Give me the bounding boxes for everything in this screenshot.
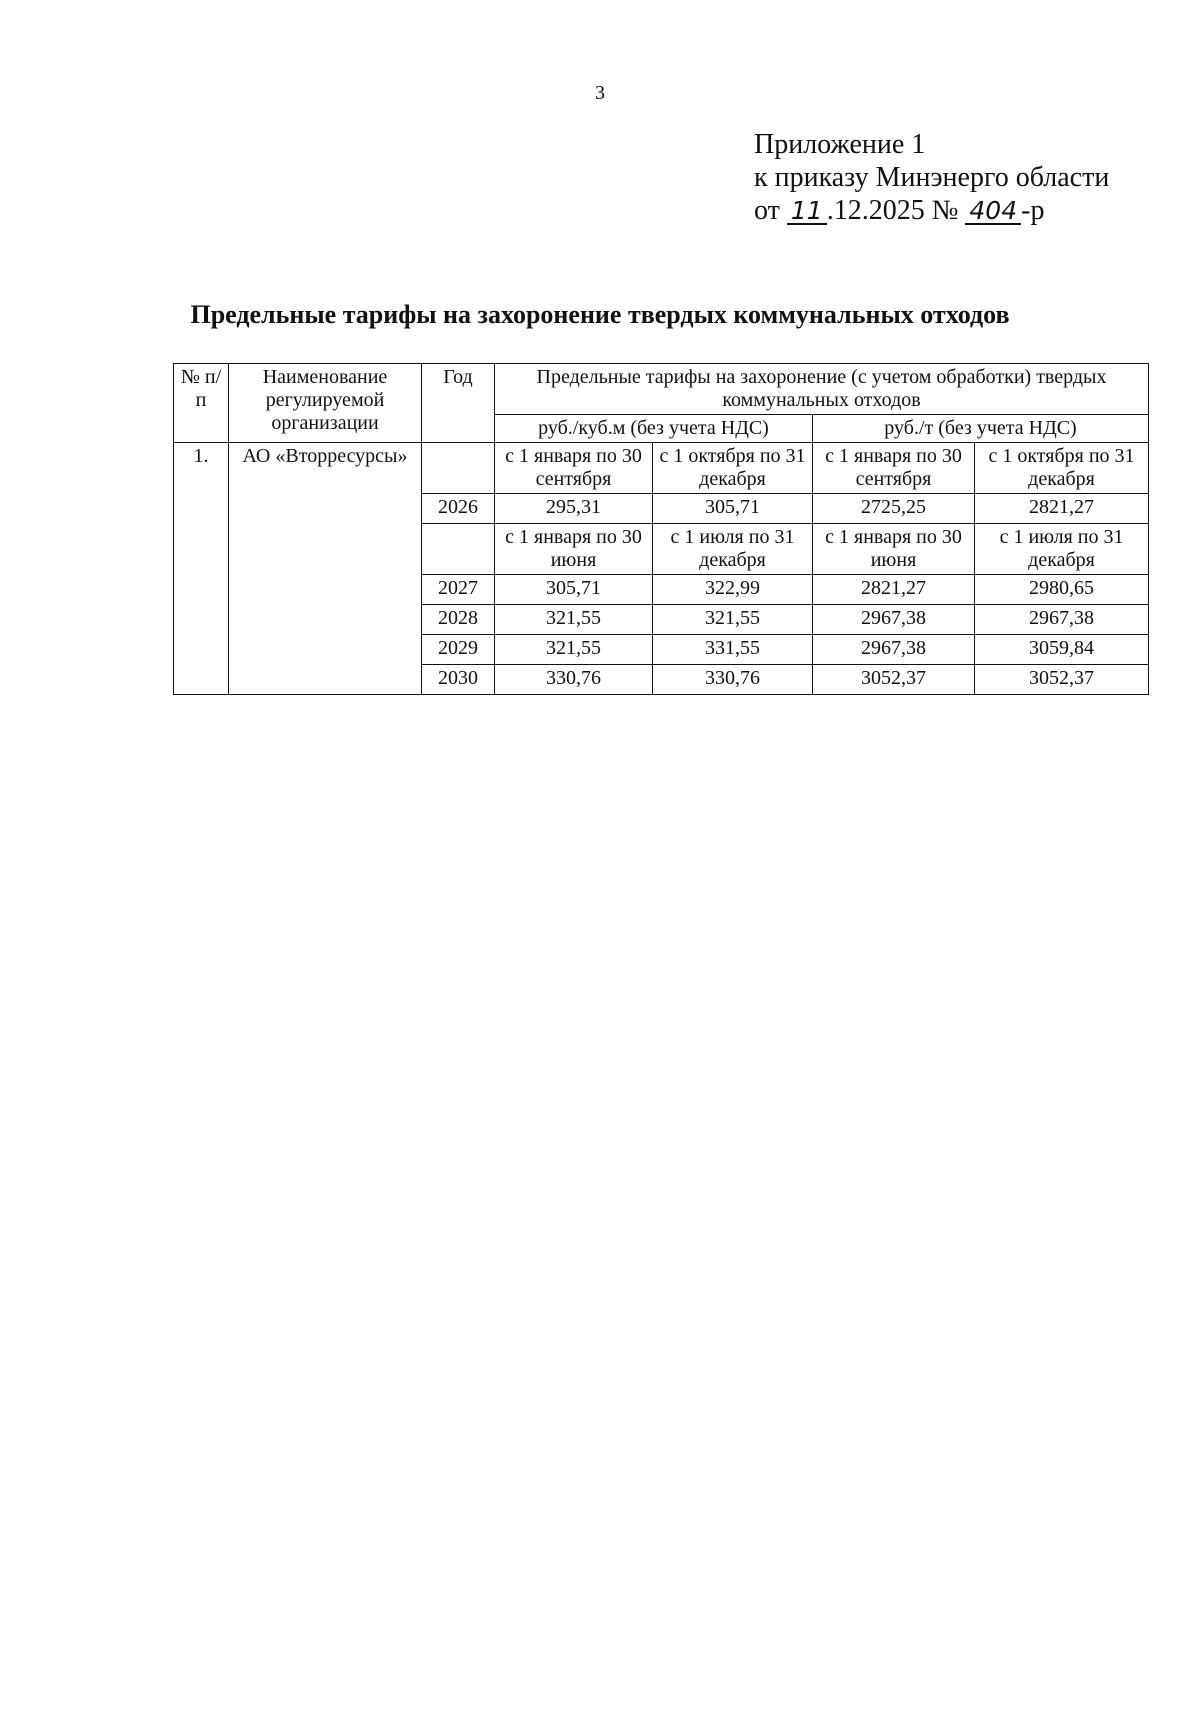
value-cell: 330,76 [495,665,653,695]
value-cell: 2967,38 [975,605,1149,635]
header-num: № п/п [174,364,229,443]
value-cell: 330,76 [653,665,813,695]
document-title: Предельные тарифы на захоронение твердых коммунальных отходов [190,300,1010,329]
value-cell: 321,55 [495,605,653,635]
organization-name: АО «Вторресурсы» [229,443,422,695]
value-cell: 2821,27 [813,575,975,605]
value-cell: 331,55 [653,635,813,665]
year-cell: 2028 [422,605,495,635]
header-org: Наименование регулируемой организации [229,364,422,443]
appendix-title: Приложение 1 [754,129,926,160]
value-cell: 321,55 [495,635,653,665]
appendix-order-reference: к приказу Минэнерго области [754,162,1110,193]
value-cell: 3059,84 [975,635,1149,665]
period-row-a [174,443,1149,494]
header-row-1 [174,364,1149,415]
header-unit-t: руб./т (без учета НДС) [813,415,1149,443]
period-cell: с 1 января по 30 сентября [813,443,975,494]
value-cell: 321,55 [653,605,813,635]
header-unit-m3: руб./куб.м (без учета НДС) [495,415,813,443]
period-cell: с 1 января по 30 июня [495,524,653,575]
period-cell: с 1 октября по 31 декабря [975,443,1149,494]
year-cell: 2030 [422,665,495,695]
tariffs-table [173,363,1149,695]
page-number: 3 [595,82,605,104]
value-cell: 2725,25 [813,494,975,524]
order-suffix: -р [1021,195,1045,226]
header-year: Год [422,364,495,443]
period-year-empty [422,524,495,575]
period-cell: с 1 июля по 31 декабря [653,524,813,575]
value-cell: 2967,38 [813,605,975,635]
period-cell: с 1 октября по 31 декабря [653,443,813,494]
value-cell: 3052,37 [975,665,1149,695]
value-cell: 295,31 [495,494,653,524]
value-cell: 2967,38 [813,635,975,665]
value-cell: 322,99 [653,575,813,605]
value-cell: 305,71 [495,575,653,605]
year-cell: 2026 [422,494,495,524]
period-year-empty [422,443,495,494]
value-cell: 3052,37 [813,665,975,695]
value-cell: 2980,65 [975,575,1149,605]
period-cell: с 1 января по 30 сентября [495,443,653,494]
year-cell: 2029 [422,635,495,665]
appendix-date-line [754,194,1109,227]
handwritten-order-number: 404 [965,198,1021,225]
appendix-header [754,128,1109,227]
value-cell: 305,71 [653,494,813,524]
row-number: 1. [174,443,229,695]
value-cell: 2821,27 [975,494,1149,524]
header-tariffs: Предельные тарифы на захоронение (с учетом обработки) твердых коммунальных отходов [495,364,1149,415]
period-cell: с 1 января по 30 июня [813,524,975,575]
year-cell: 2027 [422,575,495,605]
date-prefix: от [754,195,780,226]
handwritten-day: 11 [787,198,827,225]
period-cell: с 1 июля по 31 декабря [975,524,1149,575]
date-rest: .12.2025 № [826,195,959,226]
